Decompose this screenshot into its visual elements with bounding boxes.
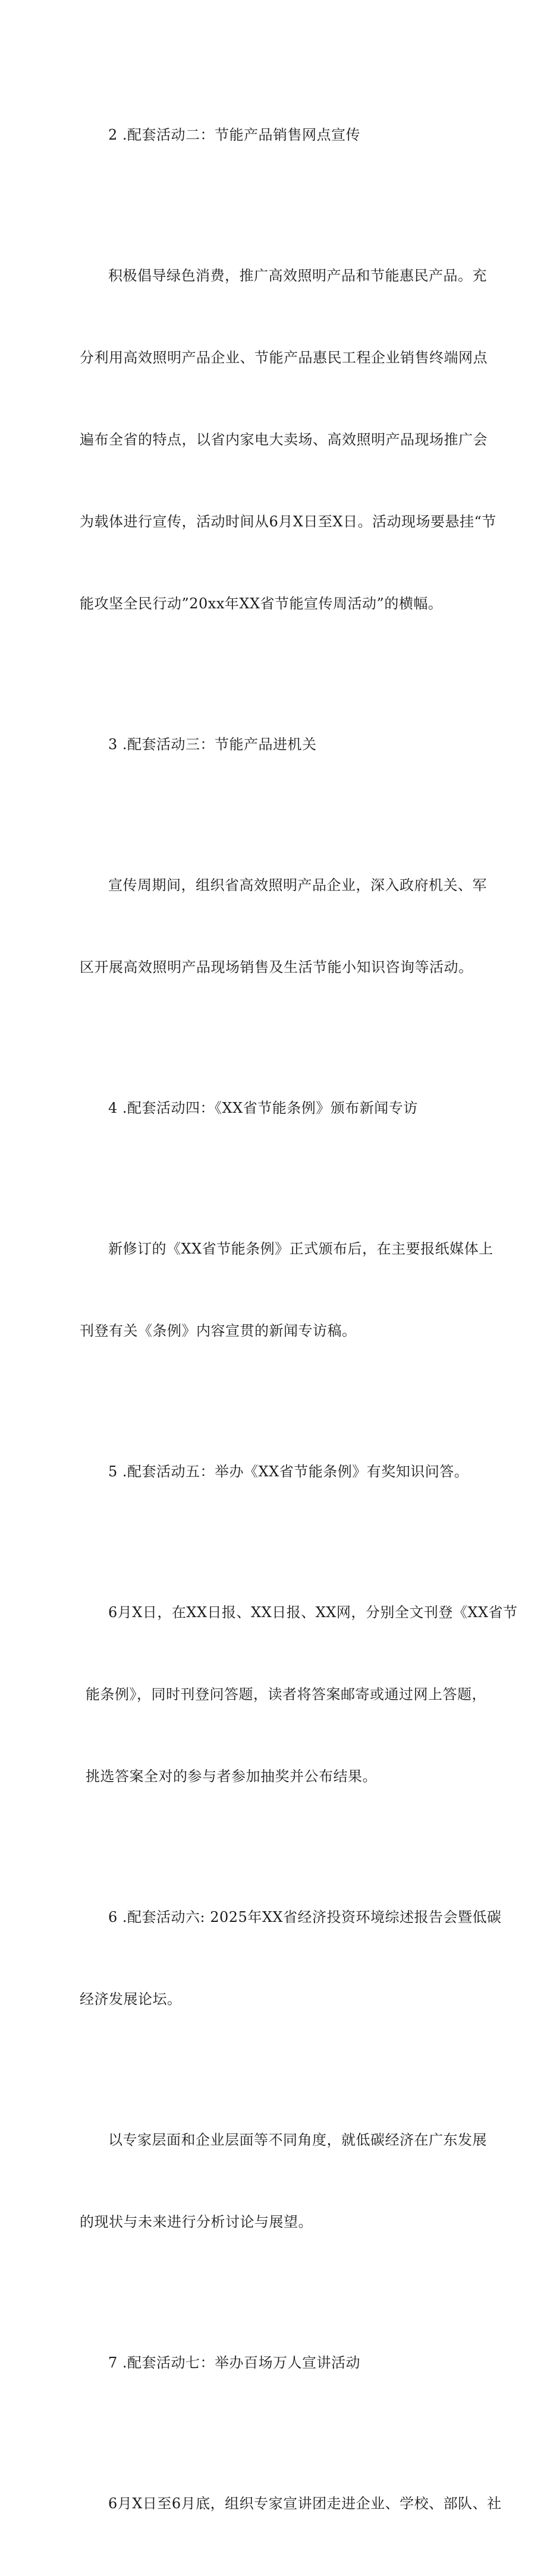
text-line: 宣传周期间，组织省高效照明产品企业，深入政府机关、军: [108, 877, 487, 894]
heading-activity-3: [80, 676, 474, 813]
text-line: 积极倡导绿色消费，推广高效照明产品和节能惠民产品。充: [108, 267, 487, 284]
heading-activity-2: [80, 67, 474, 203]
heading-activity-7: [80, 2294, 474, 2431]
document-body: [80, 67, 518, 2576]
heading-activity-4: [80, 1040, 474, 1176]
paragraph-activity-2: [80, 207, 496, 672]
paragraph-activity-4: [80, 1180, 493, 1399]
text-line: 6月X日至6月底，组织专家宣讲团走进企业、学校、部队、社: [108, 2495, 502, 2512]
text-line: 遍布全省的特点，以省内家电大卖场、高效照明产品现场推广会: [80, 431, 488, 448]
text-line: 新修订的《XX省节能条例》正式颁布后，在主要报纸媒体上: [108, 1240, 493, 1257]
paragraph-activity-7: [80, 2435, 502, 2572]
text-line: 能攻坚全民行动”20xx年XX省节能宣传周活动”的横幅。: [80, 595, 443, 612]
text-line: 区开展高效照明产品现场销售及生活节能小知识咨询等活动。: [80, 959, 473, 976]
text-line: 分利用高效照明产品企业、节能产品惠民工程企业销售终端网点: [80, 349, 488, 366]
text-line: 4 .配套活动四：《XX省节能条例》颁布新闻专访: [108, 1100, 418, 1116]
text-line: 刊登有关《条例》内容宣贯的新闻专访稿。: [80, 1322, 357, 1339]
heading-activity-6: [80, 1849, 502, 2067]
text-line: 经济发展论坛。: [80, 1991, 182, 2007]
paragraph-activity-6: [80, 2072, 487, 2290]
text-line: 6 .配套活动六: 2025年XX省经济投资环境综述报告会暨低碳: [108, 1909, 502, 1925]
text-line: 3 .配套活动三：节能产品进机关: [108, 736, 317, 753]
heading-activity-5: [80, 1403, 474, 1540]
text-line: 7 .配套活动七：举办百场万人宣讲活动: [108, 2354, 361, 2371]
text-line: 5 .配套活动五：举办《XX省节能条例》有奖知识问答。: [108, 1463, 469, 1480]
text-line: 为载体进行宣传，活动时间从6月X日至X日。活动现场要悬挂“节: [80, 513, 496, 530]
text-line: 以专家层面和企业层面等不同角度，就低碳经济在广东发展: [108, 2132, 487, 2148]
paragraph-activity-3: [80, 817, 487, 1036]
text-line: 挑选答案全对的参与者参加抽奖并公布结果。: [86, 1768, 377, 1785]
text-line: 能条例》，同时刊登问答题，读者将答案邮寄或通过网上答题，: [86, 1686, 486, 1703]
paragraph-activity-5: [80, 1544, 518, 1845]
text-line: 6月X日，在XX日报、XX日报、XX网，分别全文刊登《XX省节: [108, 1604, 518, 1621]
text-line: 的现状与未来进行分析讨论与展望。: [80, 2214, 313, 2230]
text-line: 2 .配套活动二：节能产品销售网点宣传: [108, 127, 361, 143]
